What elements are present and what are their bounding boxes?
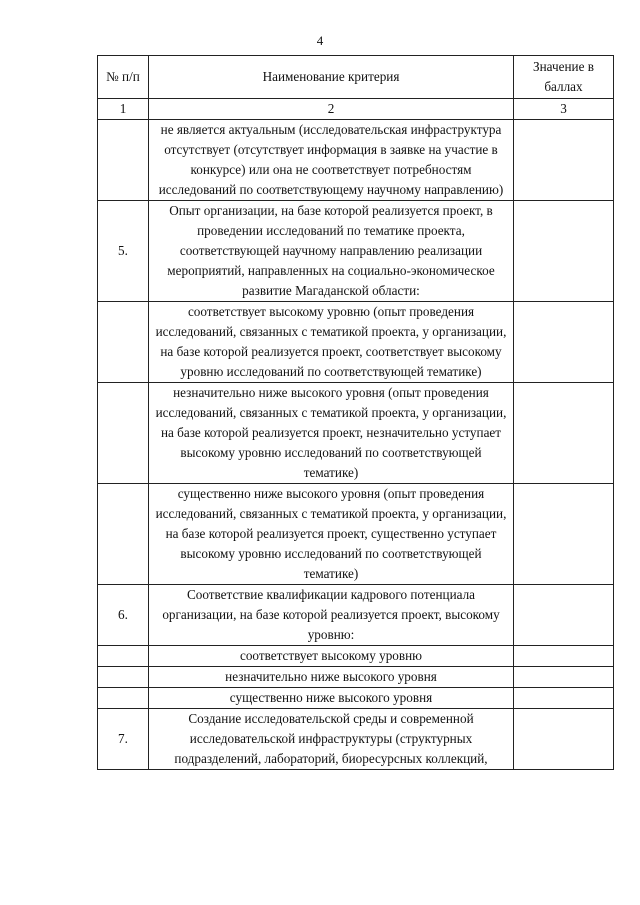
row-score [514,383,614,484]
row-score [514,585,614,646]
row-criterion-text: Создание исследовательской среды и современной исследовательской инфраструктуры (структурных подразделений, лабораторий, биоресурсных коллекций, [149,709,514,770]
row-score [514,709,614,770]
table-row [98,585,614,646]
table-row [98,709,614,770]
header-row [98,56,614,99]
row-number [98,484,149,585]
index-row [98,99,614,120]
row-criterion-text: незначительно ниже высокого уровня (опыт проведения исследований, связанных с тематикой проекта, у организации, на базе которой реализуется проект, незначительно уступает высокому уровню исследований по соответствующей тематике) [149,383,514,484]
row-score [514,302,614,383]
row-criterion-text: соответствует высокому уровню (опыт проведения исследований, связанных с тематикой проекта, у организации, на базе которой реализуется проект, соответствует высокому уровню исследований по соответствующей тематике) [149,302,514,383]
index-cell-3: 3 [514,99,614,120]
header-number: № п/п [98,56,149,99]
row-score [514,484,614,585]
row-number [98,120,149,201]
page-number: 4 [316,33,324,48]
row-score [514,688,614,709]
row-criterion-text: не является актуальным (исследовательская инфраструктура отсутствует (отсутствует информация в заявке на участие в конкурсе) или она не соответствует потребностям исследований по соответствующему научному направлению) [149,120,514,201]
table-header [98,56,614,120]
row-number: 7. [98,709,149,770]
row-number: 5. [98,201,149,302]
row-criterion-text: Опыт организации, на базе которой реализуется проект, в проведении исследований по тематике проекта, соответствующей научному направлению реализации мероприятий, направленных на социально-экономическое развитие Магаданской области: [149,201,514,302]
row-score [514,201,614,302]
index-cell-1: 1 [98,99,149,120]
table-body [98,120,614,770]
table-row [98,646,614,667]
row-number [98,688,149,709]
row-criterion-text: соответствует высокому уровню [149,646,514,667]
table-row [98,201,614,302]
row-criterion-text: незначительно ниже высокого уровня [149,667,514,688]
row-score [514,667,614,688]
table-row [98,688,614,709]
row-number [98,646,149,667]
row-criterion-text: Соответствие квалификации кадрового потенциала организации, на базе которой реализуется проект, высокому уровню: [149,585,514,646]
row-criterion-text: существенно ниже высокого уровня (опыт проведения исследований, связанных с тематикой проекта, у организации, на базе которой реализуется проект, существенно уступает высокому уровню исследований по соответствующей тематике) [149,484,514,585]
row-number [98,383,149,484]
index-cell-2: 2 [149,99,514,120]
row-score [514,120,614,201]
row-score [514,646,614,667]
table-row [98,667,614,688]
row-number [98,302,149,383]
table-row [98,484,614,585]
table-row [98,383,614,484]
table-row [98,302,614,383]
row-number: 6. [98,585,149,646]
table-row [98,120,614,201]
row-criterion-text: существенно ниже высокого уровня [149,688,514,709]
row-number [98,667,149,688]
criteria-table [97,55,614,770]
header-score-value: Значение в баллах [514,56,614,99]
header-criterion-name: Наименование критерия [149,56,514,99]
